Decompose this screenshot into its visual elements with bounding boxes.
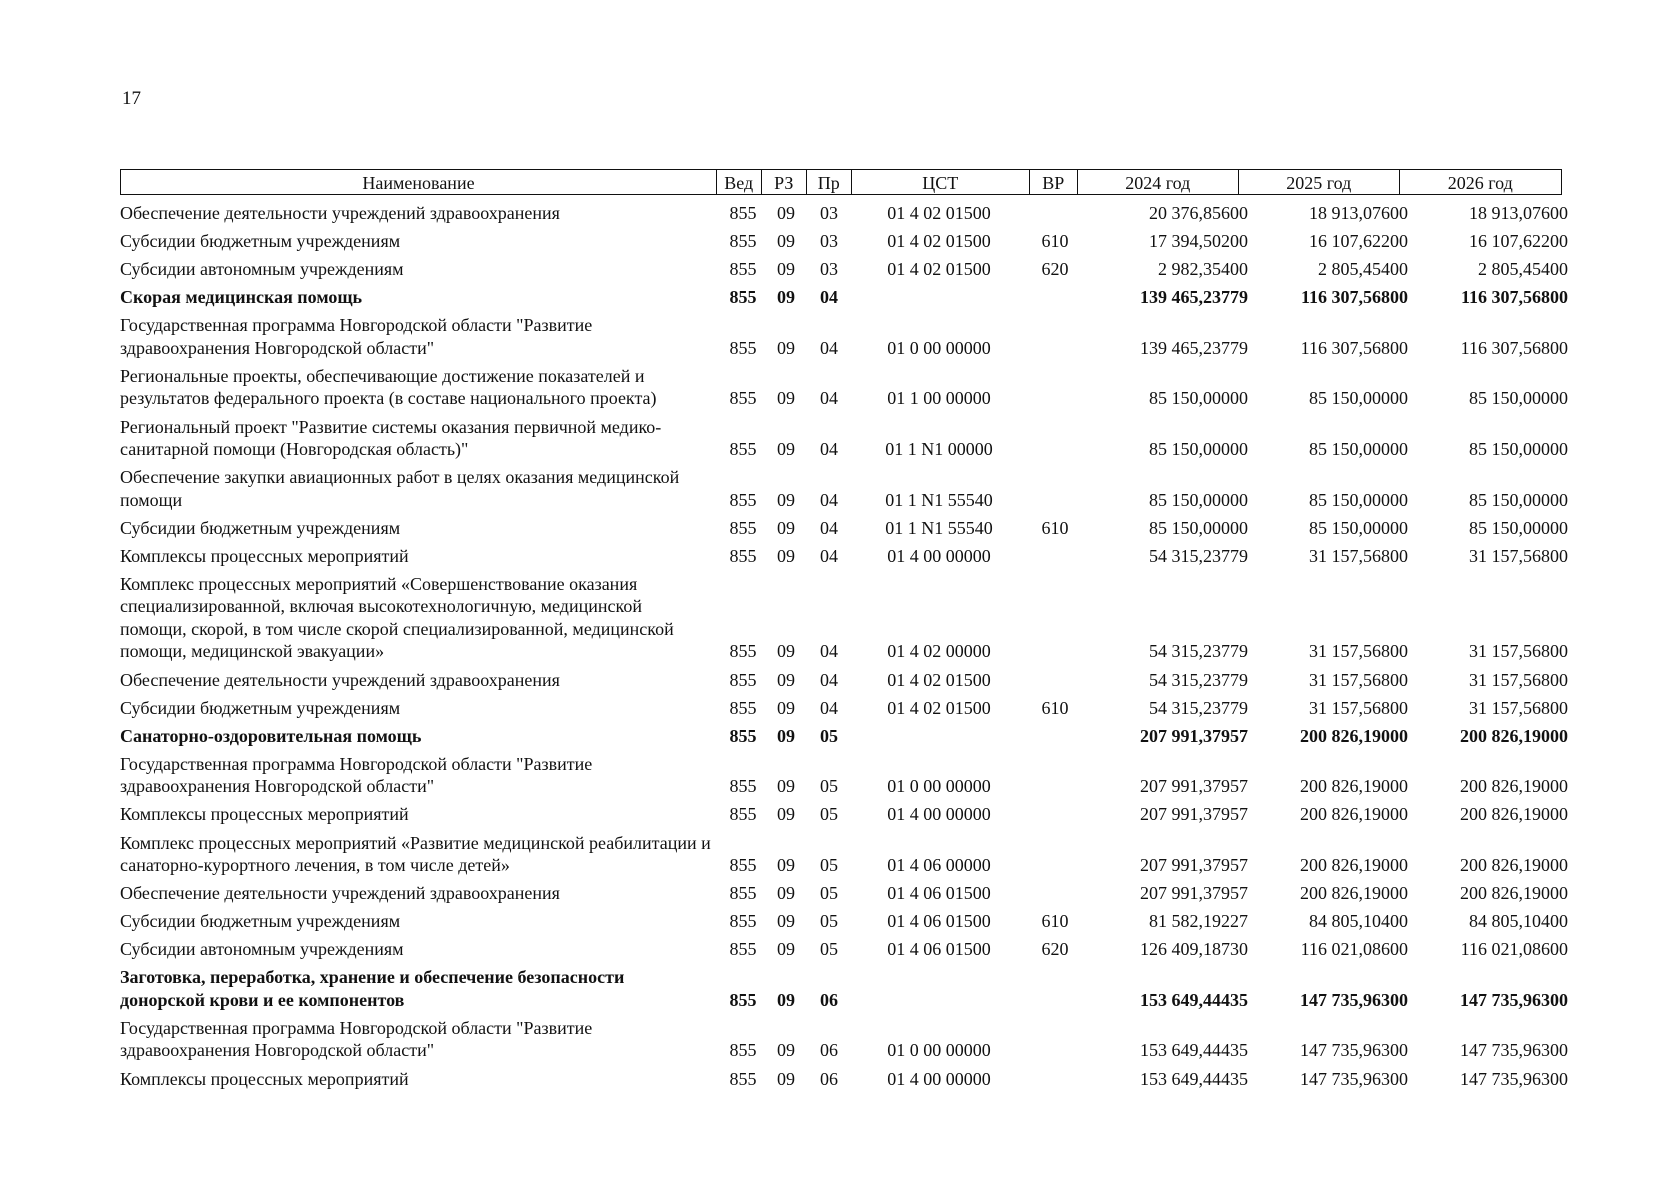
cell-2025: 31 157,56800: [1309, 641, 1408, 662]
cell-2024: 139 465,23779: [1140, 287, 1248, 308]
cell-rz: 09: [777, 697, 795, 718]
header-2026: 2026 год: [1399, 169, 1563, 195]
cell-2024: 153 649,44435: [1140, 1068, 1248, 1089]
cell-2026: 116 307,56800: [1460, 337, 1568, 358]
cell-2026: 116 021,08600: [1460, 939, 1568, 960]
cell-2025: 85 150,00000: [1309, 388, 1408, 409]
cell-ved: 855: [729, 231, 757, 252]
cell-vr: 610: [1041, 517, 1069, 538]
table-row: [120, 365, 1570, 410]
cell-2024: 207 991,37957: [1140, 883, 1248, 904]
cell-rz: 09: [777, 203, 795, 223]
cell-pr: 04: [820, 697, 838, 718]
cell-2025: 200 826,19000: [1300, 776, 1408, 797]
cell-vr: 610: [1041, 231, 1069, 252]
cell-name: Субсидии бюджетным учреждениям: [120, 697, 401, 718]
cell-2026: 200 826,19000: [1460, 855, 1568, 875]
cell-name: Государственная программа Новгородской области "Развитие здравоохранения Новгородской области": [120, 753, 593, 797]
cell-rz: 09: [777, 855, 795, 875]
cell-pr: 05: [820, 725, 838, 746]
cell-2024: 81 582,19227: [1149, 911, 1248, 932]
cell-name: Региональные проекты, обеспечивающие достижение показателей и результатов федерального проекта (в составе национального проекта): [120, 365, 657, 409]
header-pr: Пр: [806, 169, 853, 195]
cell-pr: 04: [820, 669, 838, 690]
cell-2025: 116 307,56800: [1300, 337, 1408, 358]
cell-2026: 2 805,45400: [1478, 259, 1568, 280]
cell-name: Обеспечение деятельности учреждений здравоохранения: [120, 203, 560, 223]
table-row: [120, 202, 1570, 225]
cell-name: Заготовка, переработка, хранение и обеспечение безопасности донорской крови и ее компонентов: [120, 967, 625, 1010]
cell-2025: 200 826,19000: [1300, 883, 1408, 904]
table-row: [120, 573, 1570, 663]
cell-ved: 855: [729, 697, 757, 718]
cell-rz: 09: [777, 641, 795, 662]
cell-2026: 200 826,19000: [1460, 776, 1568, 797]
cell-name: Обеспечение закупки авиационных работ в целях оказания медицинской помощи: [120, 467, 680, 510]
cell-name: Государственная программа Новгородской области "Развитие здравоохранения Новгородской области": [120, 315, 593, 358]
cell-cst: 01 4 06 01500: [887, 911, 991, 932]
cell-pr: 04: [820, 337, 838, 358]
table-row: [120, 545, 1570, 568]
cell-rz: 09: [777, 939, 795, 960]
table-row: [120, 314, 1570, 359]
cell-2026: 31 157,56800: [1469, 641, 1568, 662]
cell-pr: 05: [820, 883, 838, 904]
cell-ved: 855: [729, 989, 757, 1010]
cell-rz: 09: [777, 725, 795, 746]
cell-pr: 04: [820, 388, 838, 409]
table-body: [120, 202, 1570, 1096]
cell-pr: 06: [820, 1068, 838, 1089]
cell-pr: 03: [820, 203, 838, 223]
cell-2026: 85 150,00000: [1469, 388, 1568, 409]
table-row: [120, 1068, 1570, 1091]
cell-pr: 04: [820, 489, 838, 510]
table-row: [120, 258, 1570, 281]
page-number: 17: [122, 88, 141, 109]
cell-2026: 85 150,00000: [1469, 489, 1568, 510]
table-row: [120, 938, 1570, 961]
cell-pr: 03: [820, 231, 838, 252]
cell-2025: 147 735,96300: [1300, 1040, 1408, 1061]
cell-ved: 855: [729, 388, 757, 409]
cell-ved: 855: [729, 641, 757, 662]
cell-2024: 153 649,44435: [1140, 1040, 1248, 1061]
cell-ved: 855: [729, 337, 757, 358]
table-row: [120, 286, 1570, 309]
cell-2024: 85 150,00000: [1149, 439, 1248, 460]
cell-2025: 85 150,00000: [1309, 439, 1408, 460]
cell-rz: 09: [777, 989, 795, 1010]
header-cst: ЦСТ: [851, 169, 1031, 195]
cell-cst: 01 4 02 01500: [887, 669, 991, 690]
cell-ved: 855: [729, 489, 757, 510]
cell-ved: 855: [729, 203, 757, 223]
cell-2024: 139 465,23779: [1140, 337, 1248, 358]
cell-pr: 05: [820, 911, 838, 932]
cell-cst: 01 4 02 01500: [887, 203, 991, 223]
table-row: [120, 753, 1570, 798]
cell-cst: 01 0 00 00000: [887, 1040, 991, 1061]
cell-cst: 01 0 00 00000: [887, 337, 991, 358]
cell-2026: 147 735,96300: [1460, 1040, 1568, 1061]
table-row: [120, 725, 1570, 748]
cell-vr: 620: [1041, 939, 1069, 960]
cell-rz: 09: [777, 1068, 795, 1089]
cell-2025: 31 157,56800: [1309, 545, 1408, 566]
cell-rz: 09: [777, 883, 795, 904]
header-ved: Вед: [716, 169, 763, 195]
cell-2025: 2 805,45400: [1318, 259, 1408, 280]
cell-ved: 855: [729, 1040, 757, 1061]
cell-2024: 85 150,00000: [1149, 489, 1248, 510]
cell-2026: 85 150,00000: [1469, 439, 1568, 460]
cell-rz: 09: [777, 388, 795, 409]
cell-2026: 31 157,56800: [1469, 669, 1568, 690]
cell-2024: 2 982,35400: [1158, 259, 1248, 280]
cell-2026: 85 150,00000: [1469, 517, 1568, 538]
cell-cst: 01 4 02 01500: [887, 697, 991, 718]
cell-pr: 04: [820, 641, 838, 662]
cell-cst: 01 4 06 01500: [887, 883, 991, 904]
table-row: [120, 966, 1570, 1011]
cell-2026: 31 157,56800: [1469, 697, 1568, 718]
cell-2024: 126 409,18730: [1140, 939, 1248, 960]
table-row: [120, 230, 1570, 253]
cell-2024: 207 991,37957: [1140, 776, 1248, 797]
cell-2024: 85 150,00000: [1149, 388, 1248, 409]
cell-pr: 05: [820, 776, 838, 797]
table-row: [120, 697, 1570, 720]
cell-cst: 01 1 N1 55540: [885, 517, 993, 538]
cell-rz: 09: [777, 259, 795, 280]
cell-vr: 620: [1041, 259, 1069, 280]
table-header: [120, 169, 1570, 195]
cell-rz: 09: [777, 669, 795, 690]
cell-rz: 09: [777, 439, 795, 460]
table-row: [120, 832, 1570, 877]
header-rz: РЗ: [761, 169, 808, 195]
cell-2024: 54 315,23779: [1149, 545, 1248, 566]
table-row: [120, 882, 1570, 905]
cell-2024: 54 315,23779: [1149, 697, 1248, 718]
cell-name: Обеспечение деятельности учреждений здравоохранения: [120, 669, 560, 690]
cell-ved: 855: [729, 545, 757, 566]
cell-rz: 09: [777, 517, 795, 538]
cell-cst: 01 4 02 00000: [887, 641, 991, 662]
cell-2026: 147 735,96300: [1460, 1068, 1568, 1089]
cell-name: Комплексы процессных мероприятий: [120, 1068, 409, 1089]
cell-vr: 610: [1041, 697, 1069, 718]
cell-name: Субсидии автономным учреждениям: [120, 259, 404, 280]
cell-name: Субсидии бюджетным учреждениям: [120, 517, 401, 538]
cell-pr: 05: [820, 855, 838, 875]
cell-2025: 85 150,00000: [1309, 489, 1408, 510]
cell-ved: 855: [729, 883, 757, 904]
table-row: [120, 466, 1570, 511]
cell-rz: 09: [777, 804, 795, 825]
cell-2026: 84 805,10400: [1469, 911, 1568, 932]
header-name: Наименование: [120, 169, 717, 195]
cell-vr: 610: [1041, 911, 1069, 932]
cell-pr: 04: [820, 517, 838, 538]
cell-rz: 09: [777, 231, 795, 252]
cell-name: Региональный проект "Развитие системы оказания первичной медико-санитарной помощи (Новгородская область)": [120, 416, 662, 460]
cell-ved: 855: [729, 855, 757, 875]
cell-pr: 06: [820, 989, 838, 1010]
cell-pr: 04: [820, 439, 838, 460]
cell-cst: 01 4 02 01500: [887, 259, 991, 280]
cell-2025: 16 107,62200: [1309, 231, 1408, 252]
cell-ved: 855: [729, 259, 757, 280]
cell-cst: 01 4 06 00000: [887, 855, 991, 875]
cell-2025: 147 735,96300: [1300, 1068, 1408, 1089]
cell-name: Субсидии бюджетным учреждениям: [120, 911, 401, 932]
cell-2025: 116 307,56800: [1300, 287, 1408, 308]
cell-rz: 09: [777, 489, 795, 510]
cell-cst: 01 1 N1 55540: [885, 489, 993, 510]
cell-2025: 18 913,07600: [1309, 203, 1408, 223]
cell-name: Комплекс процессных мероприятий «Развитие медицинской реабилитации и санаторно-курортного лечения, в том числе детей»: [120, 832, 711, 875]
cell-rz: 09: [777, 545, 795, 566]
cell-name: Санаторно-оздоровительная помощь: [120, 725, 422, 746]
cell-name: Комплекс процессных мероприятий «Совершенствование оказания специализированной, включая высокотехнологичную, медицинской помощи, скорой, в том числе скорой специализированной, медицинской помощи, медицинской эвакуации»: [120, 573, 674, 662]
cell-2026: 200 826,19000: [1460, 725, 1568, 746]
cell-cst: 01 4 00 00000: [887, 545, 991, 566]
cell-2025: 85 150,00000: [1309, 517, 1408, 538]
cell-2025: 84 805,10400: [1309, 911, 1408, 932]
cell-2024: 20 376,85600: [1149, 203, 1248, 223]
cell-rz: 09: [777, 287, 795, 308]
cell-2025: 200 826,19000: [1300, 725, 1408, 746]
cell-2024: 153 649,44435: [1140, 989, 1248, 1010]
cell-2026: 31 157,56800: [1469, 545, 1568, 566]
cell-cst: 01 1 N1 00000: [885, 439, 993, 460]
cell-rz: 09: [777, 911, 795, 932]
cell-rz: 09: [777, 1040, 795, 1061]
cell-rz: 09: [777, 337, 795, 358]
cell-cst: 01 0 00 00000: [887, 776, 991, 797]
cell-cst: 01 1 00 00000: [887, 388, 991, 409]
cell-2024: 207 991,37957: [1140, 855, 1248, 875]
cell-2024: 54 315,23779: [1149, 641, 1248, 662]
cell-2025: 200 826,19000: [1300, 804, 1408, 825]
cell-2025: 116 021,08600: [1300, 939, 1408, 960]
cell-2025: 31 157,56800: [1309, 669, 1408, 690]
table-row: [120, 416, 1570, 461]
cell-cst: 01 4 00 00000: [887, 1068, 991, 1089]
cell-ved: 855: [729, 804, 757, 825]
cell-2026: 200 826,19000: [1460, 883, 1568, 904]
cell-pr: 05: [820, 804, 838, 825]
cell-pr: 03: [820, 259, 838, 280]
cell-ved: 855: [729, 725, 757, 746]
cell-rz: 09: [777, 776, 795, 797]
cell-2026: 18 913,07600: [1469, 203, 1568, 223]
cell-ved: 855: [729, 776, 757, 797]
cell-2025: 31 157,56800: [1309, 697, 1408, 718]
header-2025: 2025 год: [1238, 169, 1401, 195]
cell-2026: 200 826,19000: [1460, 804, 1568, 825]
table-row: [120, 1017, 1570, 1062]
header-2024: 2024 год: [1077, 169, 1240, 195]
cell-2024: 54 315,23779: [1149, 669, 1248, 690]
cell-ved: 855: [729, 439, 757, 460]
cell-2025: 147 735,96300: [1300, 989, 1408, 1010]
cell-pr: 04: [820, 545, 838, 566]
cell-name: Скорая медицинская помощь: [120, 287, 363, 308]
cell-name: Комплексы процессных мероприятий: [120, 545, 409, 566]
cell-name: Комплексы процессных мероприятий: [120, 804, 409, 825]
cell-2025: 200 826,19000: [1300, 855, 1408, 875]
cell-name: Обеспечение деятельности учреждений здравоохранения: [120, 883, 560, 904]
cell-2026: 116 307,56800: [1460, 287, 1568, 308]
header-vr: ВР: [1029, 169, 1079, 195]
cell-2024: 17 394,50200: [1149, 231, 1248, 252]
cell-2024: 207 991,37957: [1140, 725, 1248, 746]
cell-ved: 855: [729, 517, 757, 538]
cell-ved: 855: [729, 911, 757, 932]
cell-ved: 855: [729, 669, 757, 690]
cell-name: Субсидии автономным учреждениям: [120, 939, 404, 960]
cell-name: Субсидии бюджетным учреждениям: [120, 231, 401, 252]
cell-ved: 855: [729, 939, 757, 960]
cell-ved: 855: [729, 1068, 757, 1089]
cell-pr: 06: [820, 1040, 838, 1061]
cell-cst: 01 4 02 01500: [887, 231, 991, 252]
table-row: [120, 803, 1570, 826]
cell-cst: 01 4 00 00000: [887, 804, 991, 825]
table-row: [120, 669, 1570, 692]
cell-name: Государственная программа Новгородской области "Развитие здравоохранения Новгородской области": [120, 1017, 593, 1061]
cell-ved: 855: [729, 287, 757, 308]
cell-2026: 147 735,96300: [1460, 989, 1568, 1010]
cell-cst: 01 4 06 01500: [887, 939, 991, 960]
cell-2026: 16 107,62200: [1469, 231, 1568, 252]
cell-pr: 04: [820, 287, 838, 308]
cell-2024: 85 150,00000: [1149, 517, 1248, 538]
table-row: [120, 517, 1570, 540]
cell-pr: 05: [820, 939, 838, 960]
table-row: [120, 910, 1570, 933]
cell-2024: 207 991,37957: [1140, 804, 1248, 825]
